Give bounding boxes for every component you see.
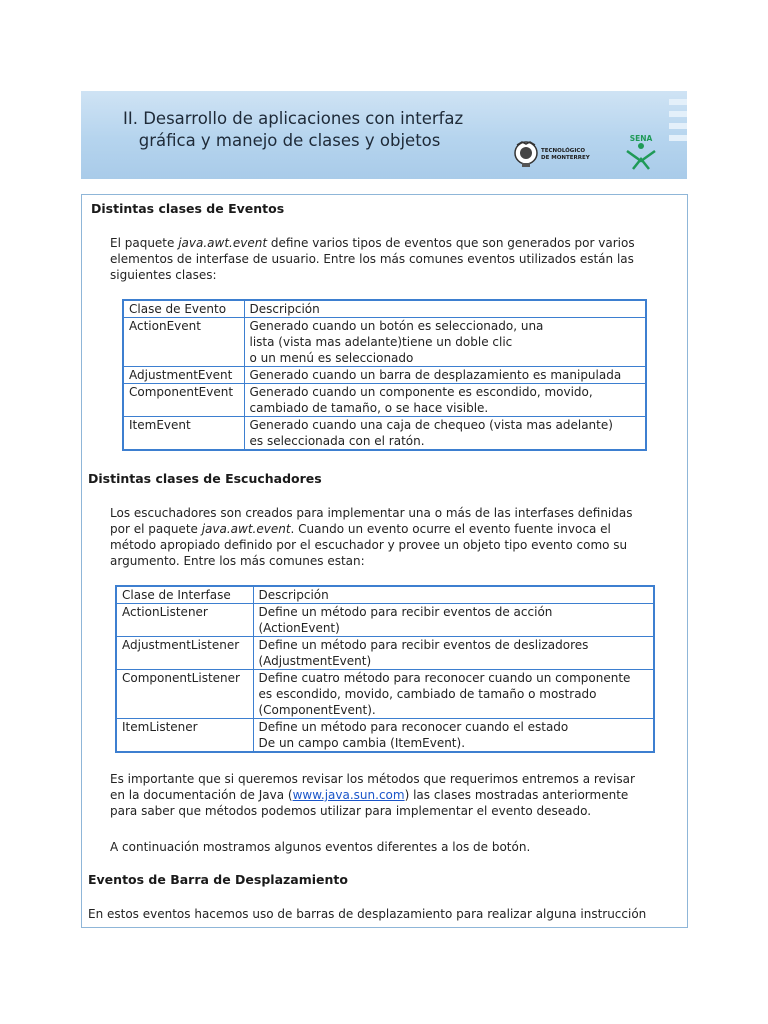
page-header-banner (81, 91, 687, 179)
listener-description-cell: Define un método para reconocer cuando el estado De un campo cambia (ItemEvent). (253, 719, 654, 753)
java-sun-link[interactable]: www.java.sun.com (292, 788, 405, 802)
banner-stripe (669, 99, 687, 105)
table-row (123, 384, 646, 417)
listener-class-cell: ComponentListener (116, 670, 253, 719)
listener-class-cell: ActionListener (116, 604, 253, 637)
section-heading-scrollbar-events: Eventos de Barra de Desplazamiento (88, 872, 348, 887)
event-description-cell: Generado cuando un barra de desplazamiento es manipulada (244, 367, 646, 384)
table-row (116, 670, 654, 719)
sena-logo (621, 133, 661, 171)
sena-figure-icon (621, 133, 661, 171)
event-description-cell: Generado cuando una caja de chequeo (vista mas adelante) es seleccionada con el ratón. (244, 417, 646, 451)
listener-description-cell: Define un método para recibir eventos de acción (ActionEvent) (253, 604, 654, 637)
table-header-cell: Clase de Evento (123, 300, 244, 318)
table-row (116, 604, 654, 637)
event-class-cell: ItemEvent (123, 417, 244, 451)
listener-description-cell: Define cuatro método para reconocer cuando un componente es escondido, movido, cambiado de tamaño o mostrado (ComponentEvent). (253, 670, 654, 719)
tec-seal-icon (513, 139, 541, 169)
content-panel (81, 194, 688, 928)
table-row (123, 318, 646, 367)
table-row (123, 367, 646, 384)
event-class-cell: ComponentEvent (123, 384, 244, 417)
banner-stripe (669, 111, 687, 117)
page-title: II. Desarrollo de aplicaciones con interfaz gráfica y manejo de clases y objetos (123, 109, 464, 150)
event-description-cell: Generado cuando un componente es escondido, movido, cambiado de tamaño, o se hace visible. (244, 384, 646, 417)
table-header-cell: Clase de Interfase (116, 586, 253, 604)
table-row (123, 417, 646, 451)
table-row (116, 637, 654, 670)
continuation-paragraph: A continuación mostramos algunos eventos diferentes a los de botón. (110, 840, 531, 854)
tecnologico-monterrey-logo (513, 139, 601, 171)
banner-stripe (669, 135, 687, 141)
table-header-cell: Descripción (253, 586, 654, 604)
table-row (116, 719, 654, 753)
section-heading-events: Distintas clases de Eventos (91, 201, 285, 216)
section-heading-listeners: Distintas clases de Escuchadores (88, 471, 322, 486)
scrollbar-events-paragraph: En estos eventos hacemos uso de barras de desplazamiento para realizar alguna instrucción (88, 907, 647, 921)
table-header-row (123, 300, 646, 318)
listener-description-cell: Define un método para recibir eventos de deslizadores (AdjustmentEvent) (253, 637, 654, 670)
table-header-row (116, 586, 654, 604)
listeners-intro-paragraph: Los escuchadores son creados para implementar una o más de las interfases definidas por el paquete java.awt.event. Cuando un evento ocurre el evento fuente invoca el método apropiado definido por el escuchador y provee un objeto tipo evento como su argumento. Entre los más comunes estan: (110, 506, 633, 568)
listener-class-cell: AdjustmentListener (116, 637, 253, 670)
sena-logo-text: SENA (629, 134, 653, 143)
table-header-cell: Descripción (244, 300, 646, 318)
events-intro-paragraph: El paquete java.awt.event define varios tipos de eventos que son generados por varios elementos de interfase de usuario. Entre los más comunes eventos utilizados están las siguientes clases: (110, 236, 635, 282)
events-table (122, 299, 647, 451)
banner-stripe (669, 123, 687, 129)
event-description-cell: Generado cuando un botón es seleccionado, una lista (vista mas adelante)tiene un doble clic o un menú es seleccionado (244, 318, 646, 367)
event-class-cell: AdjustmentEvent (123, 367, 244, 384)
listeners-table (115, 585, 655, 753)
documentation-note-paragraph: Es importante que si queremos revisar los métodos que requerimos entremos a revisar en la documentación de Java (www.java.sun.com) las clases mostradas anteriormente para saber que métodos podemos utilizar para implementar el evento deseado. (110, 772, 635, 818)
tec-logo-text: TECNOLÓGICO DE MONTERREY (541, 148, 590, 161)
event-class-cell: ActionEvent (123, 318, 244, 367)
listener-class-cell: ItemListener (116, 719, 253, 753)
